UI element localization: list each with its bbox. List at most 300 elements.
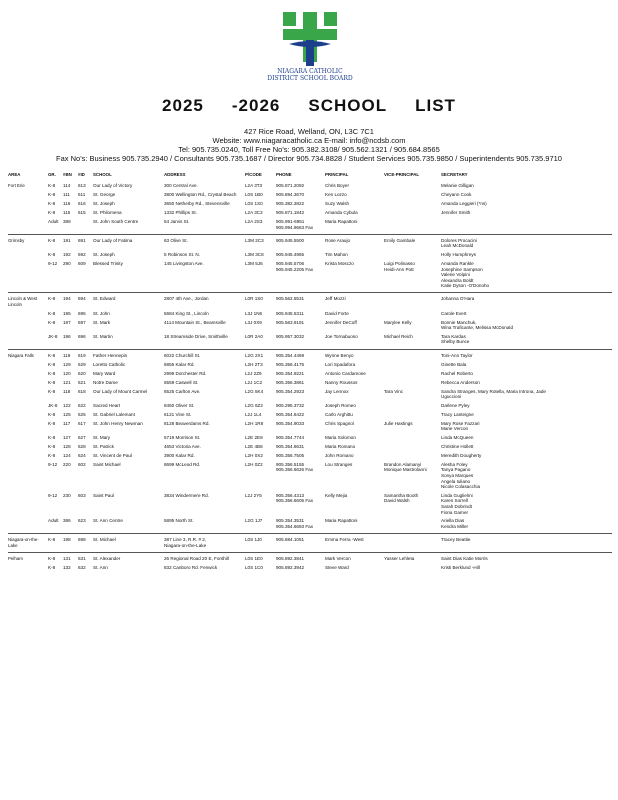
secretary-cell: Ginette Bala bbox=[441, 361, 467, 367]
table-row bbox=[8, 332, 612, 346]
vice-principal-cell: Emily Gambale bbox=[384, 237, 416, 243]
address-cell: 5 Robinson St. N. bbox=[164, 251, 201, 257]
id-cell: 692 bbox=[78, 251, 86, 257]
phone-cell: 905.354.2923 bbox=[276, 388, 305, 394]
bn-cell: 196 bbox=[63, 333, 71, 339]
postal-code-cell: L3M 5J6 bbox=[245, 260, 263, 266]
principal-cell: Maria Rapattoni bbox=[325, 518, 358, 524]
table-body bbox=[8, 182, 612, 573]
bn-cell: 194 bbox=[63, 296, 71, 302]
principal-cell: David Forte bbox=[325, 310, 349, 316]
postal-code-cell: L0R 1S0 bbox=[245, 296, 263, 302]
address-cell: 5895 North St. bbox=[164, 518, 194, 524]
bn-cell: 115 bbox=[63, 210, 71, 216]
principal-cell: Joe Tornabuono bbox=[325, 333, 358, 339]
id-cell: 697 bbox=[78, 319, 86, 325]
vice-principal-cell bbox=[384, 453, 441, 459]
phone-cell: 905.354.6422 bbox=[276, 411, 305, 417]
col-postal-code: P/CODE bbox=[245, 172, 262, 177]
grade-cell: K-8 bbox=[48, 192, 56, 198]
bn-cell: 120 bbox=[63, 370, 71, 376]
id-cell: 622 bbox=[78, 402, 86, 408]
principal-cell: Jennifer DeCoff bbox=[325, 319, 357, 325]
postal-code-cell: L2A 3C2 bbox=[245, 210, 263, 216]
grade-cell: K-8 bbox=[48, 210, 56, 216]
contact-block bbox=[0, 127, 618, 163]
vice-principal-cell bbox=[384, 565, 441, 571]
school-cell: Our Lady of Victory bbox=[93, 183, 133, 189]
vice-principal-cell bbox=[384, 537, 441, 548]
vice-principal-cell bbox=[384, 371, 441, 377]
principal-cell: Steve Ward bbox=[325, 564, 349, 570]
postal-code-cell: L2H 1R8 bbox=[245, 420, 264, 426]
tel-line: Tel: 905.735.0240, Toll Free No's: 905.382.3108/ 905.562.1321 / 905.684.8565 bbox=[178, 145, 440, 154]
phone-cell: 905.563.9191 bbox=[276, 319, 305, 325]
address-cell: 3650 Netherby Rd., Stevensville bbox=[164, 201, 230, 207]
phone-cell: 905.354.9221 bbox=[276, 370, 305, 376]
postal-code-cell: L3J 0X9 bbox=[245, 319, 262, 325]
phone-cell: 905.991-6951 905.994.9663 Fax bbox=[276, 219, 314, 230]
school-cell: St. Mary bbox=[93, 434, 111, 440]
address-cell: 6121 Vine St. bbox=[164, 411, 192, 417]
secretary-cell: Bonnie Manchuk, Wina Traficante, Melissa McDonald bbox=[441, 319, 513, 331]
bn-cell: 121 bbox=[63, 379, 71, 385]
area-cell bbox=[8, 192, 48, 198]
table-row bbox=[8, 563, 612, 572]
grade-cell: K-8 bbox=[48, 420, 56, 426]
area-cell bbox=[8, 518, 48, 529]
secretary-cell: Meredith Dougherty bbox=[441, 452, 482, 458]
table-row bbox=[8, 369, 612, 378]
school-cell: Blessed Trinity bbox=[93, 260, 123, 266]
phone-cell: 905.945.5500 bbox=[276, 237, 305, 243]
grade-cell: K-8 bbox=[48, 443, 56, 449]
address-cell: 6559 Caswell St. bbox=[164, 379, 199, 385]
principal-cell: Maria Romano bbox=[325, 443, 356, 449]
area-cell bbox=[8, 421, 48, 432]
school-cell: Loretto Catholic bbox=[93, 361, 126, 367]
table-row bbox=[8, 200, 612, 209]
phone-cell: 905.354.7744 bbox=[276, 434, 305, 440]
school-cell: St. John South Centre bbox=[93, 219, 139, 225]
address-cell: 300 Central Ave. bbox=[164, 183, 198, 189]
postal-code-cell: L2J 2Z9 bbox=[245, 370, 262, 376]
vice-principal-cell: Julie Hastings bbox=[384, 420, 413, 426]
principal-cell: Suzy Walsh bbox=[325, 201, 350, 207]
school-cell: St. Joseph bbox=[93, 251, 115, 257]
school-cell: St. Gabriel Lalemant bbox=[93, 411, 135, 417]
bn-cell: 118 bbox=[63, 388, 71, 394]
page-title bbox=[0, 96, 618, 116]
grade-cell: Adult bbox=[48, 219, 59, 225]
phone-cell: 905.871.1842 bbox=[276, 210, 305, 216]
grade-cell: K-8 bbox=[48, 434, 56, 440]
table-row bbox=[8, 433, 612, 442]
id-cell: 602 bbox=[78, 461, 86, 467]
table-row bbox=[8, 419, 612, 433]
school-cell: St. Edward bbox=[93, 296, 116, 302]
postal-code-cell: L2H 0X2 bbox=[245, 452, 263, 458]
area-cell: Grimsby bbox=[8, 237, 25, 243]
vice-principal-cell bbox=[384, 380, 441, 386]
postal-code-cell: L2J 2Y5 bbox=[245, 492, 262, 498]
secretary-cell: Linda Guglielmi Karen Sorrell Sarah Dobrindt Fiona Garner bbox=[441, 492, 473, 515]
principal-cell: Maria Rapattoni bbox=[325, 219, 358, 225]
principal-cell: Tim Mahon bbox=[325, 251, 348, 257]
id-cell: 609 bbox=[78, 260, 86, 266]
address-cell: 8128 Beaverdams Rd. bbox=[164, 420, 210, 426]
secretary-cell: Rebecca Anderson bbox=[441, 379, 480, 385]
phone-cell: 905.354.9033 bbox=[276, 420, 305, 426]
address-cell: 8450 Oliver St. bbox=[164, 402, 195, 408]
postal-code-cell: L2G 2X1 bbox=[245, 352, 264, 358]
vice-principal-cell bbox=[384, 296, 441, 307]
grade-cell: K-8 bbox=[48, 183, 56, 189]
address-cell: 54 Jarvis St. bbox=[164, 219, 190, 225]
postal-code-cell: L2G 5K4 bbox=[245, 388, 264, 394]
bn-cell: 230 bbox=[63, 492, 71, 498]
area-cell bbox=[8, 435, 48, 441]
address-cell: 2999 Dorchester Rd. bbox=[164, 370, 207, 376]
vice-principal-cell: Yasser Lehleta bbox=[384, 555, 415, 561]
bn-cell: 129 bbox=[63, 361, 71, 367]
table-row bbox=[8, 460, 612, 491]
secretary-cell: Johanna O'Hara bbox=[441, 296, 475, 302]
logo-line-2: DISTRICT SCHOOL BOARD bbox=[267, 75, 353, 82]
secretary-cell: Tara Kardas Shelby Bunce bbox=[441, 333, 470, 345]
address-cell: 4653 Victoria Ave. bbox=[164, 443, 201, 449]
cross-logo-icon bbox=[265, 10, 355, 70]
id-cell: 618 bbox=[78, 388, 86, 394]
grade-cell: JK-8 bbox=[48, 333, 58, 339]
vice-principal-cell bbox=[384, 412, 441, 418]
id-cell: 617 bbox=[78, 420, 86, 426]
postal-code-cell: L3J 1N6 bbox=[245, 310, 263, 316]
address-cell: 2807 4th Ave., Jordan bbox=[164, 296, 209, 302]
bn-cell: 388 bbox=[63, 219, 71, 225]
postal-code-cell: L0S 1J0 bbox=[245, 536, 262, 542]
grade-cell: K-8 bbox=[48, 361, 56, 367]
logo-line-1: NIAGARA CATHOLIC bbox=[277, 68, 343, 75]
area-cell: Lincoln & West Lincoln bbox=[8, 296, 38, 308]
phone-cell: 905.354.3531 905.354.6693 Fax bbox=[276, 518, 314, 529]
area-cell bbox=[8, 252, 48, 258]
address-cell: 26 Regional Road 20 E, Fonthill bbox=[164, 555, 229, 561]
table-row bbox=[8, 378, 612, 387]
area-cell bbox=[8, 219, 48, 230]
address-cell: 6525 Carlton Ave. bbox=[164, 388, 201, 394]
principal-cell: Mark Vercon bbox=[325, 555, 351, 561]
secretary-cell: Ariella Dias Kendra Miller bbox=[441, 518, 469, 529]
school-cell: St. John bbox=[93, 310, 110, 316]
postal-code-cell: L0S 1C0 bbox=[245, 564, 263, 570]
secretary-cell: Kristi Berklund -Hill bbox=[441, 564, 480, 570]
secretary-cell: Holly Humphreys bbox=[441, 251, 476, 257]
vice-principal-cell bbox=[384, 435, 441, 441]
phone-cell: 905.356.7505 bbox=[276, 452, 305, 458]
vice-principal-cell: Tara Vinc bbox=[384, 388, 404, 394]
address-cell: 6855 Kalar Rd. bbox=[164, 361, 195, 367]
table-row bbox=[8, 360, 612, 369]
principal-cell: Chris Spagnol bbox=[325, 420, 354, 426]
id-cell bbox=[78, 219, 93, 230]
vice-principal-cell bbox=[384, 403, 441, 409]
id-cell: 616 bbox=[78, 201, 86, 207]
area-cell bbox=[8, 565, 48, 571]
table-row bbox=[8, 250, 612, 259]
secretary-cell: Rachel Roberto bbox=[441, 370, 473, 376]
grade-cell: K-8 bbox=[48, 310, 56, 316]
phone-cell: 905.945.4965 bbox=[276, 251, 305, 257]
school-cell: St. Ann bbox=[93, 564, 108, 570]
grade-cell: K-8 bbox=[48, 452, 56, 458]
table-row bbox=[8, 259, 612, 290]
area-cell bbox=[8, 453, 48, 459]
school-cell: Our Lady of Mount Carmel bbox=[93, 388, 148, 394]
area-cell bbox=[8, 210, 48, 216]
bn-cell: 191 bbox=[63, 237, 71, 243]
school-cell: St. Patrick bbox=[93, 443, 114, 449]
address-line: 427 Rice Road, Welland, ON, L3C 7C1 bbox=[244, 127, 374, 136]
phone-cell: 905.382.3822 bbox=[276, 201, 305, 207]
grade-cell: K-8 bbox=[48, 237, 56, 243]
table-row bbox=[8, 234, 612, 251]
postal-code-cell: L3M 2C3 bbox=[245, 237, 264, 243]
address-cell: 3900 Kalar Rd. bbox=[164, 452, 195, 458]
school-cell: Saint Paul bbox=[93, 492, 114, 498]
table-row bbox=[8, 451, 612, 460]
vice-principal-cell: Luigi Polinasso Heidi-Ann Pott bbox=[384, 260, 415, 272]
grade-cell: K-8 bbox=[48, 379, 56, 385]
school-cell: St. Ann Centre bbox=[93, 518, 123, 524]
area-cell bbox=[8, 334, 48, 345]
address-cell: 832 Canboro Rd. Fenwick bbox=[164, 564, 218, 570]
id-cell: 628 bbox=[78, 443, 86, 449]
grade-cell: K-8 bbox=[48, 296, 56, 302]
vice-principal-cell bbox=[384, 311, 441, 317]
grade-cell: K-8 bbox=[48, 564, 56, 570]
table-row bbox=[8, 292, 612, 309]
vice-principal-cell bbox=[384, 192, 441, 198]
bn-cell: 290 bbox=[63, 260, 71, 266]
area-cell: Pelham bbox=[8, 555, 23, 561]
phone-cell: 905.945.5706 905.945.2205 Fax bbox=[276, 260, 314, 272]
col-id: #ID bbox=[78, 172, 85, 177]
principal-cell: Ken Lozzo bbox=[325, 192, 347, 198]
table-row bbox=[8, 401, 612, 410]
postal-code-cell: L0R 2A0 bbox=[245, 333, 263, 339]
principal-cell: Rose Araujo bbox=[325, 237, 351, 243]
col-address: ADDRESS bbox=[164, 172, 186, 177]
vice-principal-cell: Marylee Kelly bbox=[384, 319, 412, 325]
postal-code-cell: L2A 3T3 bbox=[245, 183, 263, 189]
principal-cell: Joseph Romeo bbox=[325, 402, 356, 408]
bn-cell: 116 bbox=[63, 201, 71, 207]
secretary-cell: Tracey Beattie bbox=[441, 536, 471, 542]
title-word-list: LIST bbox=[415, 96, 456, 115]
area-cell bbox=[8, 493, 48, 515]
grade-cell: K-8 bbox=[48, 411, 56, 417]
col-area: AREA bbox=[8, 172, 21, 177]
postal-code-cell: L0S 1S0 bbox=[245, 201, 263, 207]
bn-cell: 124 bbox=[63, 452, 71, 458]
grade-cell: 9-12 bbox=[48, 492, 58, 498]
web-line: Website: www.niagaracatholic.ca E-mail: info@ncdsb.com bbox=[212, 136, 406, 145]
id-cell: 627 bbox=[78, 434, 86, 440]
address-cell: 3800 Wellington Rd., Crystal Beach bbox=[164, 192, 237, 198]
address-cell: 6022 Churchill St. bbox=[164, 352, 201, 358]
secretary-cell: Dolores Procacini Leah McDonald bbox=[441, 237, 477, 249]
grade-cell: K-8 bbox=[48, 201, 56, 207]
area-cell bbox=[8, 320, 48, 331]
vice-principal-cell bbox=[384, 444, 441, 450]
principal-cell: John Romano bbox=[325, 452, 354, 458]
principal-cell: Jeff Mozzi bbox=[325, 296, 346, 302]
area-cell: Fort Erie bbox=[8, 183, 25, 189]
school-cell: Notre Dame bbox=[93, 379, 118, 385]
bn-cell: 127 bbox=[63, 434, 71, 440]
table-row bbox=[8, 182, 612, 191]
school-cell: St. George bbox=[93, 192, 116, 198]
grade-cell: K-8 bbox=[48, 555, 56, 561]
grade-cell: JK-8 bbox=[48, 402, 58, 408]
id-cell: 603 bbox=[78, 492, 86, 498]
school-cell: Sacred Heart bbox=[93, 402, 121, 408]
id-cell: 613 bbox=[78, 183, 86, 189]
area-cell bbox=[8, 261, 48, 289]
phone-cell: 905.562.5531 bbox=[276, 296, 305, 302]
postal-code-cell: L2E 4B8 bbox=[245, 443, 263, 449]
phone-cell: 905.356.4175 bbox=[276, 361, 305, 367]
secretary-cell: Jennifer Smith bbox=[441, 210, 471, 216]
principal-cell: Chris Boyer bbox=[325, 183, 349, 189]
id-cell: 623 bbox=[78, 518, 86, 524]
vice-principal-cell bbox=[384, 518, 441, 529]
phone-cell: 905.892.3942 bbox=[276, 564, 305, 570]
vice-principal-cell bbox=[384, 252, 441, 258]
id-cell: 620 bbox=[78, 370, 86, 376]
address-cell: 18 Streamside Drive, Smithville bbox=[164, 333, 228, 339]
area-cell bbox=[8, 412, 48, 418]
principal-cell: Lou Stranges bbox=[325, 461, 353, 467]
school-cell: St. Mark bbox=[93, 319, 111, 325]
secretary-cell: Amanda Rankle Josephine Sampson Valerie Volpini Alexandra Boldt Katie Dyson -O'Donoho bbox=[441, 260, 490, 289]
bn-cell: 132 bbox=[63, 564, 71, 570]
table-row bbox=[8, 191, 612, 200]
title-year-start: 2025 bbox=[162, 96, 204, 115]
postal-code-cell: L2A 2S3 bbox=[245, 219, 263, 225]
vice-principal-cell: Samantha Booth David Walsh bbox=[384, 492, 419, 504]
postal-code-cell: L2H 0Z2 bbox=[245, 461, 263, 467]
secretary-cell: Amanda Leggieri (*ns) bbox=[441, 201, 487, 207]
table-row bbox=[8, 349, 612, 361]
phone-cell: 905.354.4469 bbox=[276, 352, 305, 358]
table-row bbox=[8, 410, 612, 419]
table-row bbox=[8, 387, 612, 401]
postal-code-cell: L2E 2E8 bbox=[245, 434, 263, 440]
table-row bbox=[8, 533, 612, 550]
address-cell: 4114 Mountain St., Beamsville bbox=[164, 319, 226, 325]
secretary-cell: Mary Rose Fazzari Marie Vercon bbox=[441, 420, 480, 432]
id-cell: 695 bbox=[78, 310, 86, 316]
secretary-cell: Tracy Lanteigne bbox=[441, 411, 474, 417]
id-cell: 625 bbox=[78, 411, 86, 417]
col-grade: GR. bbox=[48, 172, 56, 177]
area-cell: Niagara-on-the-Lake bbox=[8, 536, 39, 548]
id-cell: 615 bbox=[78, 210, 86, 216]
principal-cell: Nanny Roussos bbox=[325, 379, 358, 385]
table-row bbox=[8, 491, 612, 516]
bn-cell: 198 bbox=[63, 536, 71, 542]
principal-cell: Emma Ferra -West bbox=[325, 536, 364, 542]
table-row bbox=[8, 309, 612, 318]
phone-cell: 905.957.3032 bbox=[276, 333, 305, 339]
id-cell: 624 bbox=[78, 452, 86, 458]
id-cell: 691 bbox=[78, 237, 86, 243]
grade-cell: K-8 bbox=[48, 536, 56, 542]
logo-wordmark bbox=[250, 68, 370, 82]
vice-principal-cell: Brandon Alamanyi Monique Mastrolanni bbox=[384, 461, 427, 473]
secretary-cell: Alesha Foley Tanya Pagano Sonya Marques Angela Iuliano Nicole Colasacchia bbox=[441, 461, 481, 490]
col-principal: PRINCIPAL bbox=[325, 172, 349, 177]
bn-cell: 125 bbox=[63, 411, 71, 417]
school-cell: St. Martin bbox=[93, 333, 113, 339]
grade-cell: K-8 bbox=[48, 352, 56, 358]
table-header bbox=[8, 172, 612, 182]
school-cell: St. Michael bbox=[93, 536, 116, 542]
table-row bbox=[8, 218, 612, 232]
bn-cell: 386 bbox=[63, 518, 71, 524]
principal-cell: Carlo Arghittu bbox=[325, 411, 353, 417]
phone-cell: 905.684.1051 bbox=[276, 536, 305, 542]
col-phone: PHONE bbox=[276, 172, 292, 177]
phone-cell: 905.356.4313 905.356.6605 Fax bbox=[276, 492, 314, 504]
id-cell: 696 bbox=[78, 333, 86, 339]
postal-code-cell: L2J 1C2 bbox=[245, 379, 263, 385]
school-cell: Saint Michael bbox=[93, 461, 121, 467]
phone-cell: 905.356.3861 bbox=[276, 379, 305, 385]
phone-cell: 905.892.3841 bbox=[276, 555, 305, 561]
bn-cell: 128 bbox=[63, 443, 71, 449]
area-cell bbox=[8, 201, 48, 207]
grade-cell: K-8 bbox=[48, 319, 56, 325]
grade-cell: K-8 bbox=[48, 370, 56, 376]
title-word-school: SCHOOL bbox=[308, 96, 388, 115]
area-cell bbox=[8, 380, 48, 386]
bn-cell: 111 bbox=[63, 192, 70, 198]
address-cell: 387 Line 3, R.R. # 2, Niagara-on-the-Lake bbox=[164, 536, 207, 548]
id-cell: 632 bbox=[78, 564, 86, 570]
area-cell bbox=[8, 362, 48, 368]
grade-cell: K-8 bbox=[48, 251, 56, 257]
secretary-cell: Toni-Ann Taylor bbox=[441, 352, 473, 358]
id-cell: 631 bbox=[78, 555, 86, 561]
school-cell: Mary Ward bbox=[93, 370, 116, 376]
vice-principal-cell bbox=[384, 353, 441, 359]
table-row bbox=[8, 552, 612, 564]
address-cell: 63 Olive St. bbox=[164, 237, 188, 243]
secretary-cell: Darlene Pyley bbox=[441, 402, 470, 408]
address-cell: 1332 Phillips St. bbox=[164, 210, 197, 216]
id-cell: 698 bbox=[78, 536, 86, 542]
vice-principal-cell bbox=[384, 183, 441, 189]
phone-cell: 905.354.6631 bbox=[276, 443, 305, 449]
id-cell: 629 bbox=[78, 361, 86, 367]
table-row bbox=[8, 517, 612, 531]
bn-cell: 220 bbox=[63, 461, 71, 467]
vice-principal-cell: Michael Reich bbox=[384, 333, 413, 339]
fax-line: Fax No's: Business 905.735.2940 / Consultants 905.735.1687 / Director 905.734.8828 / Student Services 905.735.9850 / Superintendents 905.735.9710 bbox=[56, 154, 562, 163]
